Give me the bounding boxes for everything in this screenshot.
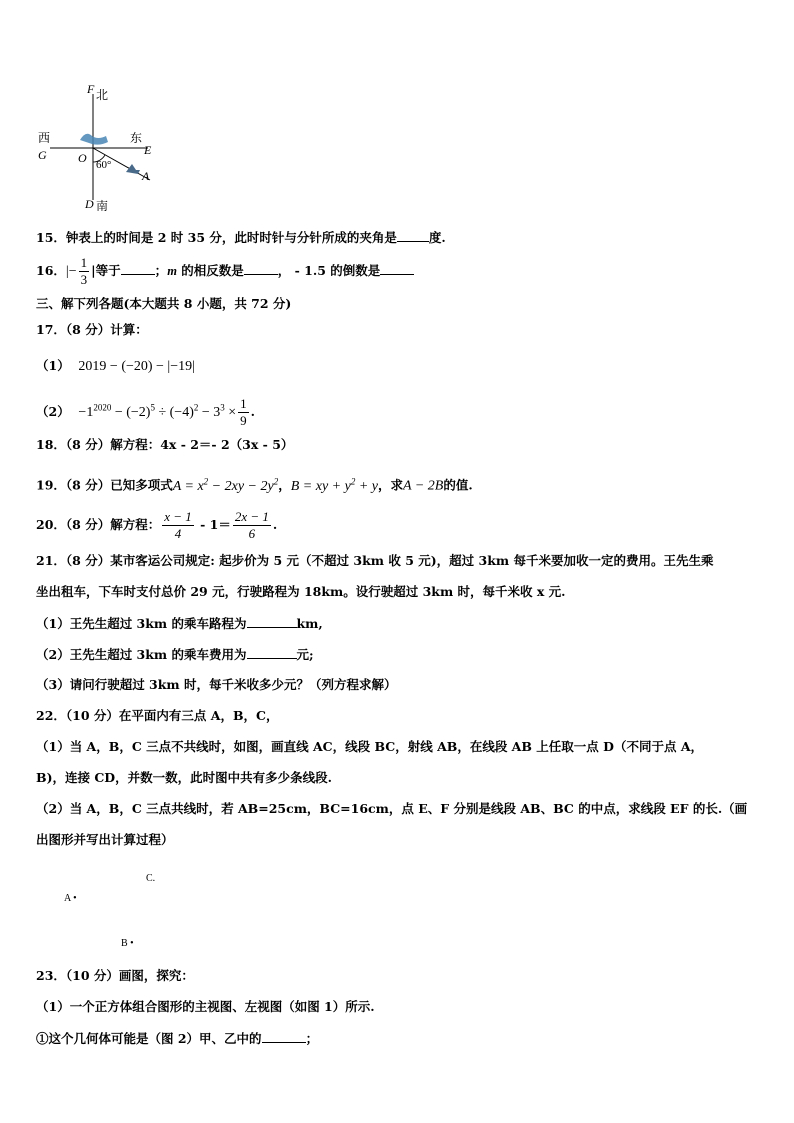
q20-end: .: [272, 517, 278, 532]
q17-p2-e3: 2: [193, 402, 199, 413]
q19-sep: ，: [278, 477, 291, 493]
q23-blank: [262, 1030, 306, 1043]
question-21-part-3: （3）请问行驶超过 3km 时，每千米收多少元？（列方程求解）: [36, 677, 397, 692]
q17-frac-num: 1: [240, 396, 247, 411]
section-3-heading: 三、解下列各题(本大题共 8 小题，共 72 分): [36, 296, 292, 311]
q20-f2-num: 2x − 1: [234, 509, 269, 524]
q16-frac-den: 3: [80, 272, 88, 287]
q15-text: 15．钟表上的时间是 2 时 35 分，此时时针与分针所成的夹角是: [36, 230, 397, 245]
q17-p2-e4: 3: [220, 402, 225, 413]
q16-fraction: [79, 255, 90, 288]
question-22-part-1a: （1）当 A，B，C 三点不共线时，如图，画直线 AC，线段 BC，射线 AB，在线段 AB 上任取一点 D（不同于点 A，: [36, 739, 704, 754]
question-23-part-1-sub: [36, 1030, 318, 1047]
q20-f1-num: x − 1: [164, 509, 192, 524]
label-O: O: [78, 151, 87, 165]
q17-fraction: [238, 396, 249, 429]
question-22-part-1b: B)，连接 CD，并数一数，此时图中共有多少条线段.: [36, 770, 332, 785]
label-F: F: [87, 82, 95, 96]
question-23-part-1: （1）一个正方体组合图形的主视图、左视图（如图 1）所示.: [36, 999, 375, 1014]
q17-p1-label: （1）: [36, 358, 70, 373]
angle-label: 60°: [96, 159, 112, 171]
q19-B-a: B = xy + y: [290, 478, 351, 494]
question-23-heading: 23．（10 分）画图，探究：: [36, 968, 194, 983]
q16-blank-1: [121, 262, 155, 275]
question-18: 18．（8 分）解方程：4x - 2＝- 2（3x - 5）: [36, 437, 294, 452]
point-B: B •: [121, 938, 134, 949]
q17-frac-den: 9: [240, 413, 247, 428]
q20-f2-den: 6: [248, 526, 256, 541]
label-E: E: [144, 143, 152, 157]
q17-p2-e1: 2020: [93, 402, 112, 413]
q19-expr: A − 2B: [403, 478, 444, 494]
q19-A-b: − 2xy − 2y: [208, 478, 274, 494]
q17-p2-expr: [78, 402, 237, 420]
point-A: A •: [64, 893, 77, 904]
question-17-part-2: [36, 396, 255, 429]
label-west: 西: [38, 131, 51, 145]
q20-fraction-1: [162, 509, 194, 542]
point-C: C.: [146, 873, 156, 884]
question-21-line-1: 21．（8 分）某市客运公司规定: 起步价为 5 元（不超过 3km 收 5 元)，超过 3km 每千米要加收一定的费用。王先生乘: [36, 553, 714, 568]
q16-m: m: [167, 264, 177, 278]
q16-abs-right: |等于: [91, 263, 121, 278]
q21-s2-text: （2）王先生超过 3km 的乘车费用为: [36, 647, 247, 662]
q17-p2-label: （2）: [36, 404, 70, 419]
question-20: [36, 509, 277, 542]
q20-mid: - 1＝: [195, 517, 231, 532]
q19-end: 的值.: [443, 477, 473, 493]
question-22-part-2b: 出图形并写出计算过程）: [36, 832, 174, 847]
ship-icon: [126, 164, 140, 174]
q17-p1-expr: 2019 − (−20) − |−19|: [78, 359, 195, 374]
q15-tail: 度.: [428, 230, 446, 245]
q19-B-b: + y: [355, 478, 378, 494]
q17-p2-c: ÷ (−4): [154, 405, 194, 420]
q19-A-a: A = x: [172, 478, 204, 494]
question-15: [36, 229, 446, 246]
q16-sep: ；: [154, 263, 168, 278]
q20-f1-den: 4: [174, 526, 182, 541]
q19-A-e2: 2: [273, 476, 279, 486]
question-22-part-2a: （2）当 A，B，C 三点共线时，若 AB=25cm，BC=16cm，点 E、F 分别是线段 AB、BC 的中点，求线段 EF 的长.（画: [36, 801, 748, 816]
question-21-part-2: [36, 646, 314, 663]
q16-text-2: 的相反数是: [176, 263, 244, 278]
q17-p2-a: −1: [78, 405, 94, 420]
question-17-heading: 17．（8 分）计算：: [36, 322, 148, 337]
boat-icon: [80, 134, 108, 145]
question-16: [36, 255, 414, 288]
label-D: D: [85, 197, 94, 211]
q15-blank: [397, 229, 429, 242]
q17-p2-e2: 5: [150, 402, 155, 413]
q21-s1-blank: [247, 615, 297, 628]
q23-s2-text: ①这个几何体可能是（图 2）甲、乙中的: [36, 1031, 262, 1046]
question-19: [36, 473, 473, 495]
q19-B-e: 2: [350, 476, 356, 486]
label-A: A: [142, 169, 150, 183]
question-21-part-1: [36, 615, 323, 632]
label-south: 南: [96, 199, 109, 213]
q19-A: [172, 476, 279, 494]
compass-diagram: [30, 80, 170, 215]
q17-p2-d: − 3: [198, 405, 221, 420]
label-G: G: [38, 148, 47, 162]
q20-fraction-2: [233, 509, 271, 542]
q19-B: [290, 476, 378, 494]
q21-s1-unit: km,: [296, 616, 323, 631]
question-22-heading: 22．（10 分）在平面内有三点 A，B，C，: [36, 708, 279, 723]
question-17-part-1: [36, 358, 195, 375]
q20-head: 20．（8 分）解方程：: [36, 517, 161, 532]
q16-blank-2: [244, 262, 278, 275]
q16-abs-left: |−: [65, 264, 77, 279]
q21-s2-blank: [247, 646, 297, 659]
q16-blank-3: [380, 262, 414, 275]
q17-p2-e: ×: [224, 405, 237, 420]
q16-frac-num: 1: [80, 255, 88, 270]
question-21-line-2: 坐出租车，下车时支付总价 29 元，行驶路程为 18km。设行驶超过 3km 时，每千米收 x 元.: [36, 584, 566, 599]
label-north: 北: [96, 88, 109, 102]
q19-tail: ，求: [378, 477, 404, 493]
q19-head: 19．（8 分）已知多项式: [36, 477, 173, 493]
q16-text-3: ， - 1.5 的倒数是: [277, 263, 381, 278]
label-east: 东: [130, 131, 143, 145]
q16-num: 16．: [36, 263, 66, 278]
q23-s2-end: ；: [305, 1031, 319, 1046]
q21-s1-text: （1）王先生超过 3km 的乘车路程为: [36, 616, 247, 631]
q17-end: .: [250, 404, 256, 419]
q19-A-e1: 2: [203, 476, 209, 486]
q17-p2-b: − (−2): [111, 405, 151, 420]
q21-s2-unit: 元;: [296, 647, 314, 662]
